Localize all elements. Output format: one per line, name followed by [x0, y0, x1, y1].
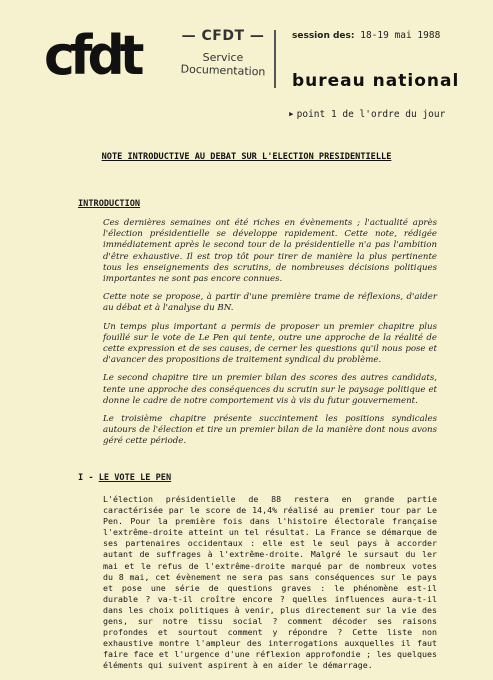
- stamp-bar: [274, 30, 276, 88]
- intro-text: [103, 218, 437, 455]
- section1-title: LE VOTE LE PEN: [98, 473, 172, 483]
- intro-paragraph: Le troisième chapitre présente succintement les positions syndicales autours de l'élection et tire un premier bilan de la manière dont nous avons géré cette période.: [103, 414, 437, 447]
- arrow-marker-icon: ▸: [288, 107, 295, 120]
- stamp-service: Service: [202, 51, 244, 64]
- agenda-point: [288, 107, 445, 120]
- intro-heading: INTRODUCTION: [78, 199, 141, 209]
- document-title: NOTE INTRODUCTIVE AU DEBAT SUR L'ELECTION PRESIDENTIELLE: [101, 152, 392, 162]
- stamp-org: — CFDT —: [181, 28, 265, 44]
- section1-paragraph: L'élection présidentielle de 88 restera en grande partie caractérisée par le score de 14,4% réalisé au premier tour par Le Pen. Pour la première fois dans l'histoire électorale française l'extrême-droite atteint un tel résultat. La France se démarque de ses partenaires occidentaux : elle est le seul pays à accorder autant de suffrages à l'extrême-droite. Malgré le sursaut du ler mai et le refus de l'extrême-droite marqué par de nombreux votes du 8 mai, cet évènement ne sera pas sans conséquences sur le pays et pose une série de questions graves : le phénomène est-il durable ? va-t-il croître encore ? quelles influences aura-t-il dans les choix politiques à venir, plus directement sur la vie des gens, sur notre tissu social ? comment décoder ses raisons profondes et sourtout comment y répondre ? Cette liste non exhaustive montre l'ampleur des interrogations auxquelles il faut faire face et l'urgence d'une réflexion approfondie ; les quelques éléments qui suivent aspirent à en aider le démarrage.: [103, 494, 437, 671]
- intro-paragraph: Cette note se propose, à partir d'une première trame de réflexions, d'aider au débat et à l'analyse du BN.: [103, 292, 437, 314]
- documentation-stamp: [168, 24, 278, 96]
- agenda-point-text: point 1 de l'ordre du jour: [296, 109, 446, 120]
- session-dates: 18-19 mai 1988: [360, 30, 441, 41]
- section1-number: I -: [78, 473, 99, 483]
- stamp-documentation: Documentation: [180, 62, 266, 79]
- intro-paragraph: Ces dernières semaines ont été riches en évènements ; l'actualité après l'élection présidentielle se développe rapidement. Cette note, rédigée immédiatement après le second tour de la présidentielle n'a pas l'ambition d'être exhaustive. Il est trop tôt pour tirer de manière la plus pertinente tous les enseignements des scrutins, de nombreuses décisions politiques importantes ne sont pas encore connues.: [103, 218, 437, 285]
- cfdt-logo: cfdt: [44, 24, 140, 88]
- session-info: [292, 30, 440, 41]
- session-label: session des:: [292, 31, 355, 41]
- section1-body: [103, 494, 437, 672]
- bureau-heading: bureau national: [292, 71, 460, 91]
- section1-heading: [78, 473, 171, 483]
- intro-paragraph: Un temps plus important a permis de proposer un premier chapitre plus fouillé sur le vote de Le Pen qui tente, outre une approche de la réalité de cette expression et de ses causes, de cerner les questions qu'il nous pose et d'avancer des propositions de traitement syndical du problème.: [103, 321, 437, 366]
- intro-paragraph: Le second chapitre tire un premier bilan des scores des autres candidats, tente une approche des conséquences du scrutin sur le paysage politique et donne le cadre de notre comportement vis à vis du futur gouvernement.: [103, 373, 437, 406]
